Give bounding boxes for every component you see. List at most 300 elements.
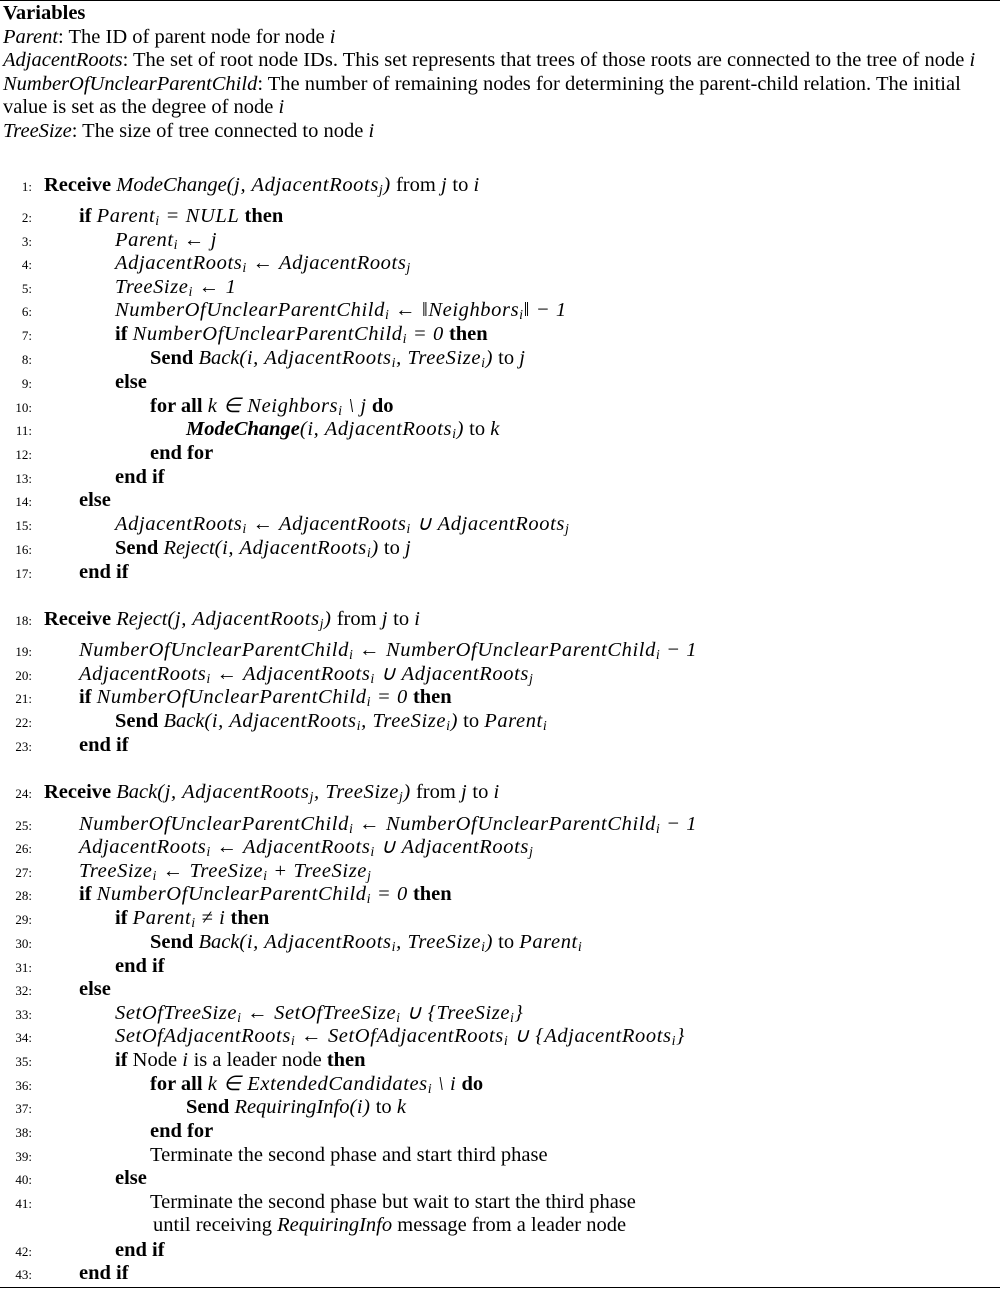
variable-name: TreeSize xyxy=(3,119,72,142)
math-text: − 1 xyxy=(660,813,698,835)
line-code xyxy=(115,322,488,346)
math-text: Reject xyxy=(116,608,168,630)
keyword: if xyxy=(115,323,133,345)
line-code xyxy=(115,1238,165,1262)
line-code xyxy=(150,1072,483,1096)
algorithm-line xyxy=(0,1261,1000,1285)
math-text: AdjacentRoots xyxy=(79,663,207,685)
subscript: i xyxy=(356,719,362,734)
subscript: i xyxy=(370,672,375,687)
line-number: 9: xyxy=(21,376,32,391)
algorithm-line xyxy=(0,173,1000,197)
math-text: , TreeSize xyxy=(396,931,482,953)
line-number: 32: xyxy=(15,983,32,998)
keyword: then xyxy=(407,883,452,905)
keyword: end if xyxy=(79,561,129,583)
keyword: Receive xyxy=(44,174,117,196)
math-text: i xyxy=(414,608,421,630)
math-text: ∪ AdjacentRoots xyxy=(410,513,565,535)
keyword: if xyxy=(79,686,97,708)
line-number: 27: xyxy=(15,865,32,880)
variable-entry-parent xyxy=(3,26,998,50)
keyword: Send xyxy=(115,537,164,559)
keyword: do xyxy=(456,1073,484,1095)
algorithm-line xyxy=(0,977,1000,1001)
line-number: 42: xyxy=(15,1244,32,1259)
line-code xyxy=(79,859,371,883)
algorithm-line xyxy=(0,930,1000,954)
subscript: j xyxy=(398,790,404,805)
math-text: j xyxy=(460,781,468,803)
text: from xyxy=(331,608,382,630)
math-text: Parent xyxy=(96,205,156,227)
line-number: 21: xyxy=(15,691,32,706)
line-number: 10: xyxy=(15,400,32,415)
line-code xyxy=(186,417,500,441)
math-text: Parent xyxy=(484,710,543,732)
line-number: 22: xyxy=(15,715,32,730)
subscript: j xyxy=(528,845,534,860)
text: to xyxy=(493,347,520,369)
math-text: ) xyxy=(485,931,493,953)
variable-desc: : The number of remaining nodes for determining the parent-child relation. The initial value is set as the degree of node i xyxy=(3,72,961,119)
keyword: then xyxy=(407,686,452,708)
math-text: = 0 xyxy=(371,686,408,708)
line-code xyxy=(44,173,480,197)
subscript: i xyxy=(263,869,268,884)
math-text: ← AdjacentRoots xyxy=(210,663,371,685)
subscript: i xyxy=(481,356,486,371)
keyword: if xyxy=(115,1049,133,1071)
text: from xyxy=(410,781,461,803)
math-text: ← 1 xyxy=(193,276,237,298)
line-code xyxy=(115,298,567,322)
line-code xyxy=(115,954,165,978)
line-code xyxy=(79,685,452,709)
keyword: else xyxy=(115,1167,147,1189)
algorithm-line xyxy=(0,1143,1000,1167)
line-code xyxy=(150,930,582,954)
algorithm-line xyxy=(0,1238,1000,1262)
math-text: ← SetOfAdjacentRoots xyxy=(295,1025,504,1047)
variable-entry-unclear-parent-child xyxy=(3,73,998,120)
line-code xyxy=(79,560,129,584)
line-code xyxy=(115,228,217,252)
subscript: i xyxy=(338,404,343,419)
algorithm-line xyxy=(0,906,1000,930)
keyword: end if xyxy=(115,955,165,977)
subscript: i xyxy=(206,845,211,860)
algorithm-line xyxy=(0,204,1000,228)
math-text: j xyxy=(404,537,412,559)
text: until receiving xyxy=(153,1214,278,1236)
math-text: ∪ {AdjacentRoots xyxy=(508,1025,672,1047)
math-text: (j, AdjacentRoots xyxy=(226,174,379,196)
line-code xyxy=(79,638,697,662)
subscript: i xyxy=(242,522,247,537)
line-number: 7: xyxy=(21,328,32,343)
keyword: Send xyxy=(186,1096,235,1118)
algorithm-line xyxy=(0,607,1000,631)
subscript: i xyxy=(242,261,247,276)
line-code xyxy=(150,441,213,465)
bottom-rule xyxy=(0,1287,1000,1288)
subscript: i xyxy=(481,940,486,955)
math-text: ) xyxy=(383,174,391,196)
math-text: i xyxy=(473,174,480,196)
variable-name: AdjacentRoots xyxy=(3,49,123,72)
math-text: ← j xyxy=(178,229,217,251)
math-text: NumberOfUnclearParentChild xyxy=(79,813,349,835)
subscript: i xyxy=(366,546,372,561)
variable-entry-tree-size xyxy=(3,120,998,144)
line-number: 23: xyxy=(15,739,32,754)
math-text: ModeChange xyxy=(116,174,227,196)
math-text: Back xyxy=(198,931,240,953)
keyword: then xyxy=(225,907,270,929)
keyword: Send xyxy=(115,710,164,732)
math-text: = 0 xyxy=(407,323,444,345)
line-code xyxy=(79,812,697,836)
math-text: k ∈ Neighbors xyxy=(207,395,339,417)
line-number: 35: xyxy=(15,1054,32,1069)
line-code xyxy=(115,465,165,489)
variable-desc: : The ID of parent node for node i xyxy=(58,25,337,48)
line-number: 13: xyxy=(15,471,32,486)
algorithm-line xyxy=(0,709,1000,733)
math-text: \ i xyxy=(432,1073,457,1095)
algorithm-line xyxy=(0,370,1000,394)
math-text: SetOfAdjacentRoots xyxy=(115,1025,291,1047)
math-text: Parent xyxy=(519,931,578,953)
variables-block xyxy=(3,2,998,144)
math-text: RequiringInfo xyxy=(234,1096,350,1118)
keyword: end if xyxy=(79,734,129,756)
line-number: 34: xyxy=(15,1030,32,1045)
line-code xyxy=(150,1190,636,1214)
subscript: i xyxy=(391,356,397,371)
math-text: − 1 xyxy=(660,639,698,661)
line-number: 2: xyxy=(21,210,32,225)
math-text: ← AdjacentRoots xyxy=(210,836,371,858)
subscript: i xyxy=(366,695,372,710)
text: to xyxy=(467,781,494,803)
line-code xyxy=(79,1261,129,1285)
math-text: i xyxy=(969,49,976,72)
algorithm-line xyxy=(0,1095,1000,1119)
line-number: 8: xyxy=(21,352,32,367)
line-number: 19: xyxy=(15,644,32,659)
algorithm-line xyxy=(0,835,1000,859)
subscript: i xyxy=(503,1034,509,1049)
math-text: , TreeSize xyxy=(313,781,399,803)
math-text: + TreeSize xyxy=(267,860,367,882)
math-text: ← AdjacentRoots xyxy=(246,513,407,535)
algorithm-line xyxy=(0,662,1000,686)
math-text: \ j xyxy=(342,395,367,417)
subscript: i xyxy=(237,1011,242,1026)
math-text: (i, AdjacentRoots xyxy=(214,537,367,559)
text: to xyxy=(378,537,405,559)
line-code xyxy=(150,1143,548,1167)
line-number: 26: xyxy=(15,841,32,856)
top-rule xyxy=(0,0,1000,1)
math-text: (i, AdjacentRoots xyxy=(239,931,392,953)
math-text: k xyxy=(490,418,500,440)
line-code xyxy=(79,733,129,757)
math-text: k ∈ ExtendedCandidates xyxy=(207,1073,428,1095)
line-number: 28: xyxy=(15,888,32,903)
keyword: Send xyxy=(150,931,199,953)
subscript: i xyxy=(671,1034,677,1049)
line-code xyxy=(115,1024,685,1048)
text: to xyxy=(493,931,520,953)
line-number: 11: xyxy=(15,423,32,438)
keyword: else xyxy=(79,489,111,511)
text: Node xyxy=(132,1049,183,1071)
keyword: Receive xyxy=(44,781,117,803)
line-code xyxy=(115,275,236,299)
math-text: ) xyxy=(324,608,332,630)
line-code xyxy=(186,1095,407,1119)
line-number: 37: xyxy=(15,1101,32,1116)
line-code xyxy=(150,346,526,370)
math-text: = NULL xyxy=(159,205,240,227)
subscript: i xyxy=(510,1011,515,1026)
line-number: 18: xyxy=(15,613,32,628)
algorithm-line xyxy=(0,1024,1000,1048)
math-text: Parent xyxy=(132,907,192,929)
line-number: 5: xyxy=(21,281,32,296)
subscript: i xyxy=(348,648,354,663)
math-text: i xyxy=(329,25,337,48)
line-code xyxy=(79,204,283,228)
subscript: j xyxy=(319,617,325,632)
math-text: ← ‖Neighbors xyxy=(389,299,520,321)
subscript: i xyxy=(446,719,451,734)
line-number: 14: xyxy=(15,494,32,509)
algorithm-line xyxy=(0,346,1000,370)
algorithm-line xyxy=(0,322,1000,346)
line-code xyxy=(79,977,111,1001)
math-text: RequiringInfo xyxy=(277,1214,393,1236)
algorithm-line xyxy=(0,882,1000,906)
line-code xyxy=(44,607,421,631)
math-text: ) xyxy=(403,781,411,803)
algorithm-line xyxy=(0,512,1000,536)
line-number: 40: xyxy=(15,1172,32,1187)
line-code xyxy=(115,1001,523,1025)
algorithm-line xyxy=(0,812,1000,836)
text: to xyxy=(447,174,474,196)
algorithm-line xyxy=(0,733,1000,757)
math-text: AdjacentRoots xyxy=(115,513,243,535)
math-text: ≠ i xyxy=(195,907,226,929)
algorithm-line xyxy=(0,1072,1000,1096)
subscript: i xyxy=(427,1082,433,1097)
math-text: Parent xyxy=(115,229,174,251)
algorithm-line xyxy=(0,536,1000,560)
math-text: ModeChange xyxy=(186,418,300,440)
algorithm-line xyxy=(0,954,1000,978)
math-text: ∪ {TreeSize xyxy=(400,1002,511,1024)
math-text: ) xyxy=(371,537,379,559)
math-text: , TreeSize xyxy=(361,710,447,732)
algorithm-line xyxy=(0,560,1000,584)
algorithm-line xyxy=(0,638,1000,662)
keyword: Send xyxy=(150,347,199,369)
line-number: 20: xyxy=(15,668,32,683)
algorithm-line xyxy=(0,859,1000,883)
keyword: end for xyxy=(150,442,214,464)
subscript: j xyxy=(378,183,384,198)
subscript: i xyxy=(152,869,158,884)
keyword: then xyxy=(321,1049,366,1071)
line-number: 33: xyxy=(15,1007,32,1022)
keyword: then xyxy=(443,323,488,345)
algorithm-line xyxy=(0,298,1000,322)
subscript: i xyxy=(519,308,524,323)
line-number: 15: xyxy=(15,518,32,533)
keyword: end if xyxy=(115,466,165,488)
math-text: = 0 xyxy=(371,883,408,905)
line-number: 43: xyxy=(15,1267,32,1282)
line-code xyxy=(150,1119,213,1143)
line-number: 4: xyxy=(21,257,32,272)
line-number: 30: xyxy=(15,936,32,951)
algorithm-line xyxy=(0,685,1000,709)
line-number: 31: xyxy=(15,960,32,975)
math-text: ∪ AdjacentRoots xyxy=(374,663,529,685)
keyword: for all xyxy=(150,1073,208,1095)
math-text: NumberOfUnclearParentChild xyxy=(96,686,367,708)
math-text: (i) xyxy=(349,1096,371,1118)
line-number: 3: xyxy=(21,234,32,249)
text: Terminate the second phase and start third phase xyxy=(150,1144,548,1166)
text: to xyxy=(370,1096,397,1118)
text: Terminate the second phase but wait to start the third phase xyxy=(150,1191,636,1213)
keyword: if xyxy=(79,883,97,905)
line-number: 1: xyxy=(21,179,32,194)
line-number: 12: xyxy=(15,447,32,462)
algorithm-line xyxy=(0,1166,1000,1190)
line-41-continuation xyxy=(153,1213,626,1237)
line-number: 36: xyxy=(15,1078,32,1093)
line-code xyxy=(115,251,411,275)
line-number: 25: xyxy=(15,818,32,833)
algorithm-line xyxy=(0,780,1000,804)
line-number: 39: xyxy=(15,1149,32,1164)
keyword: if xyxy=(115,907,133,929)
math-text: } xyxy=(514,1002,524,1024)
math-text: (j, AdjacentRoots xyxy=(157,781,310,803)
math-text: NumberOfUnclearParentChild xyxy=(132,323,403,345)
math-text: NumberOfUnclearParentChild xyxy=(79,639,349,661)
line-code xyxy=(115,906,269,930)
algorithm-line xyxy=(0,228,1000,252)
math-text: SetOfTreeSize xyxy=(115,1002,238,1024)
line-number: 29: xyxy=(15,912,32,927)
math-text: AdjacentRoots xyxy=(79,836,207,858)
subscript: i xyxy=(655,822,661,837)
subscript: i xyxy=(577,940,583,955)
math-text: ← NumberOfUnclearParentChild xyxy=(353,813,656,835)
line-code xyxy=(115,512,569,536)
keyword: then xyxy=(239,205,284,227)
variables-heading: Variables xyxy=(3,2,86,24)
math-text: ) xyxy=(485,347,493,369)
math-text: TreeSize xyxy=(115,276,189,298)
text: to xyxy=(388,608,415,630)
math-text: ← NumberOfUnclearParentChild xyxy=(353,639,656,661)
line-code xyxy=(79,662,533,686)
algorithm-line xyxy=(0,417,1000,441)
line-code xyxy=(115,1048,366,1072)
subscript: j xyxy=(406,261,411,276)
math-text: ∪ AdjacentRoots xyxy=(374,836,529,858)
variable-entry-adjacent-roots xyxy=(3,49,998,73)
math-text: i xyxy=(182,1049,189,1071)
line-number: 38: xyxy=(15,1125,32,1140)
math-text: ) xyxy=(450,710,458,732)
math-text: ← SetOfTreeSize xyxy=(241,1002,397,1024)
variable-desc: : The set of root node IDs. This set represents that trees of those roots are connected to the tree of node i xyxy=(122,49,976,72)
line-code xyxy=(115,536,411,560)
keyword: if xyxy=(79,205,97,227)
subscript: i xyxy=(391,940,397,955)
math-text: (j, AdjacentRoots xyxy=(167,608,320,630)
line-number: 24: xyxy=(15,786,32,801)
line-code xyxy=(44,780,500,804)
line-code xyxy=(115,709,547,733)
text: to xyxy=(464,418,491,440)
line-number: 6: xyxy=(21,304,32,319)
keyword: for all xyxy=(150,395,208,417)
subscript: i xyxy=(452,427,457,442)
subscript: j xyxy=(528,672,534,687)
math-text: Back xyxy=(198,347,240,369)
keyword: Receive xyxy=(44,608,117,630)
subscript: j xyxy=(366,869,372,884)
line-code xyxy=(115,370,147,394)
keyword: end if xyxy=(115,1239,165,1261)
subscript: i xyxy=(370,845,375,860)
math-text: ← TreeSize xyxy=(157,860,264,882)
subscript: i xyxy=(348,822,354,837)
math-text: , TreeSize xyxy=(396,347,482,369)
keyword: end if xyxy=(79,1262,129,1284)
subscript: i xyxy=(173,238,179,253)
keyword: else xyxy=(115,371,147,393)
math-text: Back xyxy=(116,781,158,803)
line-code xyxy=(79,835,533,859)
math-text: (i, AdjacentRoots xyxy=(204,710,357,732)
algorithm-line xyxy=(0,1001,1000,1025)
math-text: Reject xyxy=(163,537,215,559)
math-text: (i, AdjacentRoots xyxy=(299,418,453,440)
subscript: i xyxy=(290,1034,296,1049)
subscript: i xyxy=(188,285,194,300)
algorithm-line xyxy=(0,488,1000,512)
variable-name: Parent xyxy=(3,25,59,48)
line-code xyxy=(79,882,452,906)
math-text: NumberOfUnclearParentChild xyxy=(115,299,385,321)
math-text: j xyxy=(519,347,526,369)
math-text: k xyxy=(396,1096,407,1118)
line-number: 17: xyxy=(15,566,32,581)
math-text: AdjacentRoots xyxy=(115,252,243,274)
text: message from a leader node xyxy=(392,1214,627,1236)
